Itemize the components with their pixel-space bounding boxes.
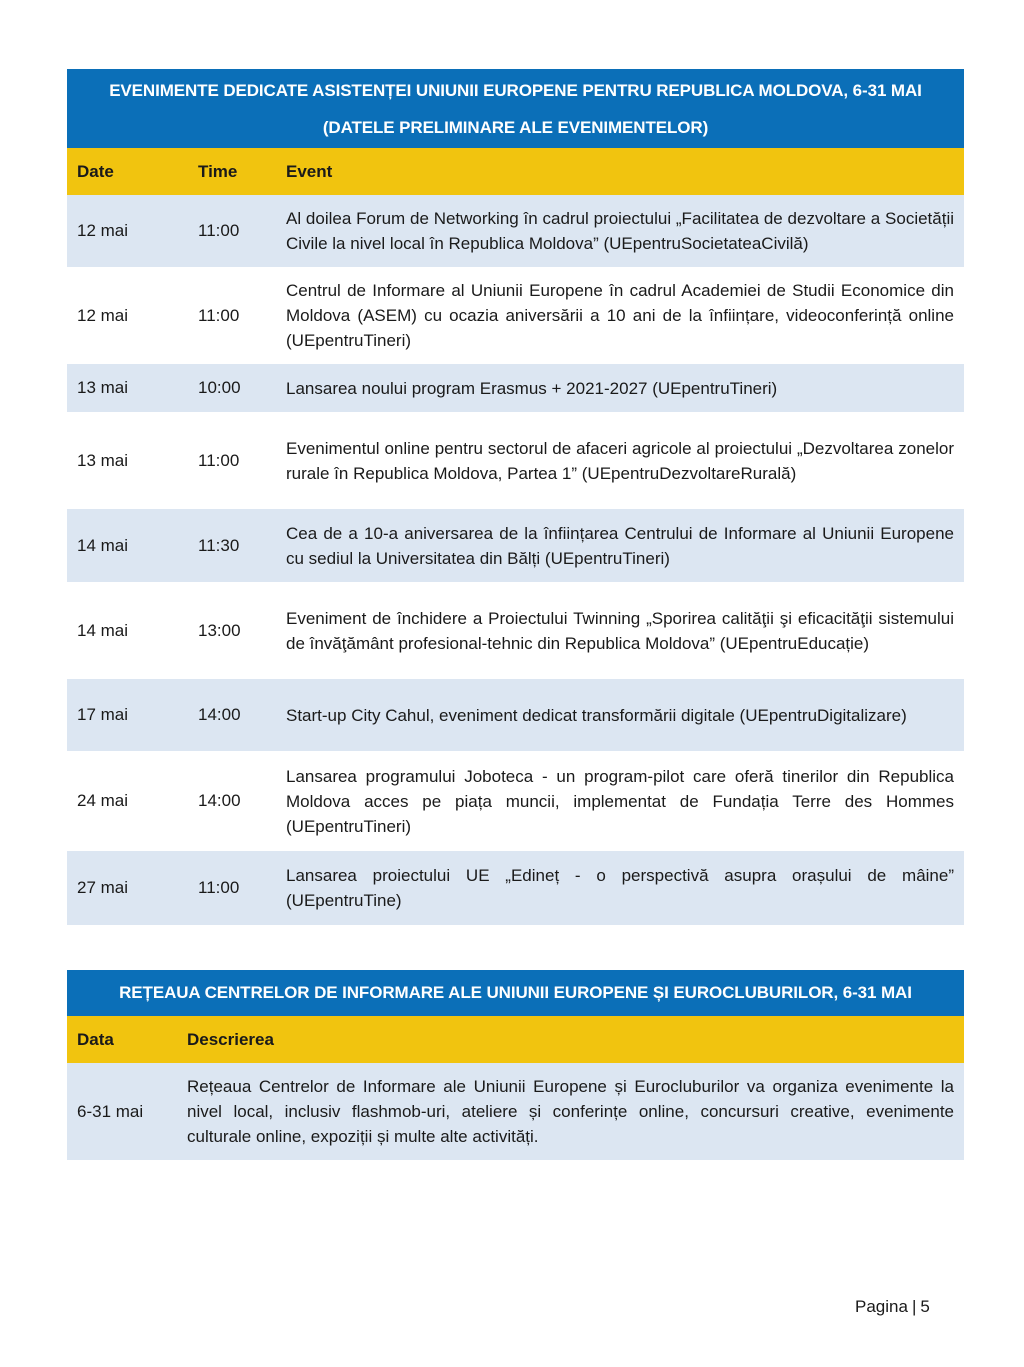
- table-row: [67, 267, 964, 364]
- row-event: Centrul de Informare al Uniunii Europene în cadrul Academiei de Studii Economice din Moldova (ASEM) cu ocazia aniversării a 10 ani de la înființare, videoconferință online (UEpentruTineri): [286, 281, 954, 350]
- table-row: [67, 1063, 964, 1160]
- header-event: Event: [286, 162, 333, 181]
- row-date: 14 mai: [77, 620, 129, 640]
- row-date: 12 mai: [77, 221, 129, 240]
- page-separator: |: [911, 1297, 917, 1316]
- row-time: 14:00: [198, 705, 241, 724]
- row-event: Start-up City Cahul, eveniment dedicat transformării digitale (UEpentruDigitalizare): [286, 705, 907, 725]
- events-header-row: [67, 148, 964, 195]
- row-date: 24 mai: [77, 791, 129, 810]
- row-date: 27 mai: [77, 878, 129, 897]
- row-time: 11:00: [198, 305, 240, 325]
- events-title-line1: EVENIMENTE DEDICATE ASISTENȚEI UNIUNII EUROPENE PENTRU REPUBLICA MOLDOVA, 6-31 MAI: [109, 81, 922, 100]
- table-row: [67, 751, 964, 851]
- row-event: Evenimentul online pentru sectorul de afaceri agricole al proiectului „Dezvoltarea zonelor rurale în Republica Moldova, Partea 1” (UEpentruDezvoltareRurală): [286, 438, 954, 483]
- table-row: [67, 364, 964, 412]
- events-table: [67, 69, 964, 925]
- row-time: 14:00: [198, 791, 241, 810]
- row-time: 10:00: [198, 378, 241, 397]
- page-number: 5: [920, 1297, 930, 1316]
- row-event: Al doilea Forum de Networking în cadrul proiectului „Facilitatea de dezvoltare a Societății Civile la nivel local în Republica Moldova” (UEpentruSocietateaCivilă): [286, 209, 954, 253]
- table-row: [67, 679, 964, 751]
- page-label: Pagina: [855, 1297, 908, 1316]
- table-row: [67, 851, 964, 925]
- table-row: [67, 509, 964, 582]
- events-title-line2: (DATELE PRELIMINARE ALE EVENIMENTELOR): [322, 118, 709, 137]
- header-data: Data: [77, 1029, 114, 1049]
- row-event: Lansarea noului program Erasmus + 2021-2027 (UEpentruTineri): [286, 378, 778, 398]
- row-time: 11:00: [198, 450, 240, 470]
- table-row: [67, 582, 964, 679]
- row-description: Rețeaua Centrelor de Informare ale Uniunii Europene și Eurocluburilor va organiza evenimente la nivel local, inclusiv flashmob-uri, ateliere și conferințe online, concursuri creative, evenimente culturale online, expoziții și multe alte activități.: [187, 1077, 954, 1146]
- header-time: Time: [198, 161, 238, 181]
- table-row: [67, 195, 964, 267]
- row-event: Cea de a 10-a aniversarea de la înființarea Centrului de Informare al Uniunii Europene cu sediul la Universitatea din Bălți (UEpentruTineri): [286, 523, 954, 568]
- table-row: [67, 412, 964, 509]
- row-date: 14 mai: [77, 535, 129, 555]
- network-table: [67, 970, 964, 1160]
- network-table-title: REȚEAUA CENTRELOR DE INFORMARE ALE UNIUNII EUROPENE ȘI EUROCLUBURILOR, 6-31 MAI: [67, 970, 964, 1016]
- row-time: 13:00: [198, 620, 241, 640]
- row-date: 17 mai: [77, 705, 129, 724]
- row-date: 6-31 mai: [77, 1101, 144, 1121]
- row-time: 11:00: [198, 878, 240, 897]
- row-date: 13 mai: [77, 378, 129, 397]
- row-event: Eveniment de închidere a Proiectului Twinning „Sporirea calităţii şi eficacităţii sistemului de învăţământ profesional-tehnic din Republica Moldova” (UEpentruEducație): [286, 608, 954, 653]
- events-table-title: [67, 69, 964, 148]
- header-date: Date: [77, 161, 114, 181]
- row-date: 13 mai: [77, 450, 129, 470]
- row-date: 12 mai: [77, 305, 129, 325]
- row-time: 11:30: [198, 535, 240, 555]
- header-description: Descrierea: [187, 1030, 274, 1049]
- network-header-row: [67, 1016, 964, 1063]
- row-event: Lansarea proiectului UE „Edineț - o perspectivă asupra orașului de mâine” (UEpentruTine): [286, 866, 954, 910]
- row-event: Lansarea programului Joboteca - un program-pilot care oferă tinerilor din Republica Moldova acces pe piața muncii, implementat de Fundația Terre des Hommes (UEpentruTineri): [286, 766, 954, 836]
- row-time: 11:00: [198, 221, 240, 240]
- page-footer: [855, 1297, 930, 1317]
